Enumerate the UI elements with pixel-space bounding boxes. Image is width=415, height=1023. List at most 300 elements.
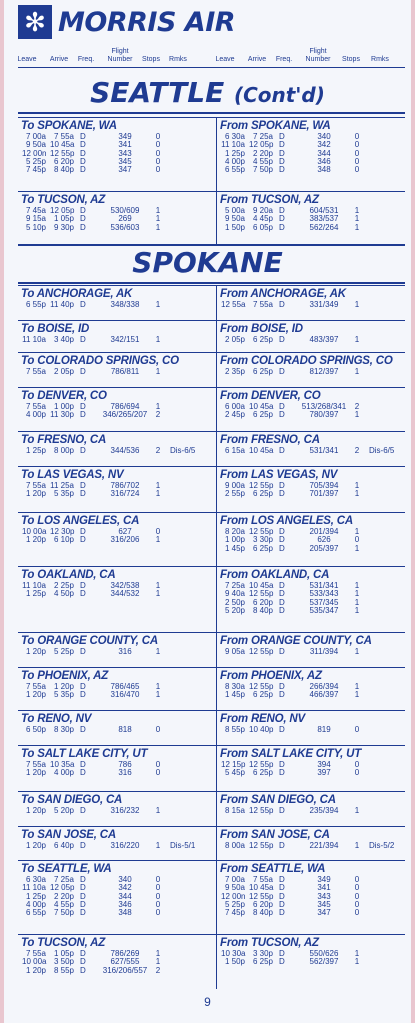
frequency: D	[80, 165, 86, 175]
flight-number: 316/206	[110, 535, 140, 545]
flight-number: 316/220	[110, 841, 140, 850]
outbound-block	[18, 668, 215, 700]
route-section	[18, 632, 405, 667]
frequency: D	[80, 148, 86, 158]
outbound-block	[18, 467, 215, 499]
column-headers	[4, 42, 411, 68]
from-city-title: From RENO, NV	[220, 713, 305, 725]
flight-row	[18, 884, 215, 892]
flight-number: 627	[118, 527, 132, 536]
flight-row	[18, 207, 215, 215]
route-section	[18, 860, 405, 934]
flight-number: 818	[118, 725, 132, 734]
flight-row	[18, 536, 215, 544]
flight-number: 349	[118, 132, 132, 141]
flight-number: 316	[118, 768, 132, 778]
outbound-block	[18, 861, 215, 917]
route-section	[18, 387, 405, 431]
flight-row	[18, 368, 215, 376]
frequency: D	[80, 690, 86, 700]
flight-number: 316/724	[110, 489, 140, 499]
flight-row	[18, 490, 215, 498]
stops: 0	[155, 527, 161, 536]
frequency: D	[80, 214, 86, 224]
col-leave-2: Leave	[215, 56, 235, 63]
frequency: D	[279, 543, 285, 553]
route-section	[18, 466, 405, 512]
flight-number: 235/394	[309, 806, 339, 815]
stops: 1	[354, 543, 360, 553]
heading-rule	[18, 112, 405, 114]
frequency: D	[279, 682, 285, 691]
flight-row	[217, 141, 413, 149]
arrive-time: 12 05p	[50, 206, 75, 215]
arrive-time: 7 50p	[252, 165, 273, 175]
flight-row	[217, 607, 413, 615]
leave-time: 6 50p	[25, 725, 46, 734]
frequency: D	[279, 768, 285, 778]
remarks: Dis-5/1	[170, 841, 196, 850]
return-block	[216, 935, 413, 989]
flight-number: 533/343	[309, 589, 339, 599]
return-block	[216, 353, 413, 387]
flight-row	[18, 301, 215, 309]
leave-time: 4 00p	[224, 156, 245, 166]
leave-time: 11 10a	[22, 581, 46, 590]
stops: 1	[354, 682, 360, 691]
flight-number: 483/397	[309, 335, 339, 344]
route-section	[18, 431, 405, 466]
stops: 0	[354, 156, 360, 166]
outbound-block	[18, 388, 215, 420]
frequency: D	[279, 367, 285, 376]
leave-time: 7 55a	[25, 682, 46, 691]
stops: 1	[155, 806, 161, 815]
flight-number: 345	[118, 156, 132, 166]
stops: 1	[354, 300, 360, 309]
outbound-block	[18, 633, 215, 656]
arrive-time: 6 20p	[252, 899, 273, 909]
outbound-block	[18, 746, 215, 778]
arrive-time: 2 20p	[53, 891, 74, 901]
frequency: D	[80, 908, 86, 918]
frequency: D	[279, 527, 285, 536]
frequency: D	[80, 156, 86, 166]
col-leave: Leave	[17, 56, 37, 63]
stops: 1	[354, 367, 360, 376]
flight-row	[217, 224, 413, 232]
flight-number: 701/397	[309, 489, 339, 499]
stops: 1	[155, 489, 161, 499]
stops: 1	[354, 949, 360, 958]
flight-number: 394	[317, 760, 331, 769]
flight-row	[18, 648, 215, 656]
leave-time: 1 20p	[25, 806, 46, 815]
flight-row	[18, 901, 215, 909]
frequency: D	[80, 768, 86, 778]
stops: 1	[155, 682, 161, 691]
leave-time: 7 00a	[25, 132, 46, 141]
frequency: D	[279, 597, 285, 607]
leave-time: 9 50a	[25, 140, 46, 150]
arrive-time: 3 50p	[53, 957, 74, 967]
outbound-block	[18, 192, 215, 232]
flight-number: 537/345	[309, 597, 339, 607]
brand-logo	[18, 4, 235, 40]
frequency: D	[279, 647, 285, 656]
leave-time: 1 20p	[25, 690, 46, 700]
outbound-block	[18, 321, 215, 344]
flight-number: 786	[118, 760, 132, 769]
arrive-time: 6 20p	[53, 156, 74, 166]
outbound-block	[18, 432, 215, 455]
frequency: D	[80, 841, 86, 850]
arrive-time: 2 25p	[53, 581, 74, 590]
stops: 1	[354, 806, 360, 815]
flight-number: 780/397	[309, 410, 339, 420]
leave-time: 5 10p	[25, 222, 46, 232]
route-section	[18, 791, 405, 826]
from-city-title: From DENVER, CO	[220, 390, 321, 402]
stops: 1	[155, 841, 161, 850]
stops: 0	[155, 760, 161, 769]
to-city-title: To BOISE, ID	[21, 323, 90, 335]
stops: 1	[155, 535, 161, 545]
frequency: D	[279, 581, 285, 590]
arrive-time: 6 25p	[252, 367, 273, 376]
flight-number: 344	[118, 891, 132, 901]
leave-time: 6 30a	[224, 132, 245, 141]
frequency: D	[279, 132, 285, 141]
flight-row	[217, 691, 413, 699]
frequency: D	[279, 156, 285, 166]
leave-time: 4 00p	[25, 410, 46, 420]
flight-number: 530/609	[110, 206, 140, 215]
arrive-time: 8 30p	[53, 725, 74, 734]
stops: 1	[155, 222, 161, 232]
arrive-time: 10 45a	[50, 140, 75, 150]
stops: 1	[354, 957, 360, 967]
header-divider	[18, 67, 405, 68]
leave-time: 11 10a	[22, 883, 46, 893]
frequency: D	[80, 957, 86, 967]
frequency: D	[80, 132, 86, 141]
remarks: Dis-5/2	[369, 841, 395, 850]
frequency: D	[80, 367, 86, 376]
to-city-title: To PHOENIX, AZ	[21, 670, 109, 682]
arrive-time: 5 35p	[53, 489, 74, 499]
flight-number: 348	[118, 908, 132, 918]
to-city-title: To LAS VEGAS, NV	[21, 469, 124, 481]
flight-row	[18, 447, 215, 455]
return-block	[216, 633, 413, 667]
frequency: D	[80, 891, 86, 901]
leave-time: 5 25p	[224, 899, 245, 909]
leave-time: 5 45p	[224, 768, 245, 778]
leave-time: 9 50a	[224, 214, 245, 224]
return-block	[216, 861, 413, 934]
frequency: D	[80, 402, 86, 411]
flight-row	[18, 336, 215, 344]
stops: 1	[354, 647, 360, 656]
stops: 2	[155, 446, 161, 455]
to-city-title: To SALT LAKE CITY, UT	[21, 748, 148, 760]
arrive-time: 10 45a	[249, 883, 274, 893]
flight-number: 349	[317, 875, 331, 884]
flight-row	[217, 909, 413, 917]
stops: 0	[155, 908, 161, 918]
flight-row	[217, 133, 413, 141]
frequency: D	[80, 589, 86, 599]
arrive-time: 7 50p	[53, 908, 74, 918]
leave-time: 7 25a	[224, 581, 245, 590]
frequency: D	[279, 725, 285, 734]
to-city-title: To RENO, NV	[21, 713, 92, 725]
leave-time: 1 20p	[25, 965, 46, 975]
frequency: D	[80, 965, 86, 975]
route-section	[18, 826, 405, 860]
flight-number: 347	[317, 908, 331, 918]
return-block	[216, 513, 413, 566]
arrive-time: 6 25p	[252, 335, 273, 344]
route-section	[18, 320, 405, 352]
stops: 1	[155, 402, 161, 411]
return-block	[216, 711, 413, 745]
frequency: D	[279, 446, 285, 455]
frequency: D	[279, 489, 285, 499]
snowflake-icon: ✻	[18, 5, 52, 39]
frequency: D	[80, 647, 86, 656]
leave-time: 11 10a	[22, 335, 46, 344]
to-city-title: To OAKLAND, CA	[21, 569, 116, 581]
leave-time: 1 45p	[224, 543, 245, 553]
col-freq-2: Freq.	[275, 56, 293, 63]
stops: 1	[354, 690, 360, 700]
frequency: D	[279, 690, 285, 700]
stops: 0	[354, 760, 360, 769]
leave-time: 8 20a	[224, 527, 245, 536]
arrive-time: 12 55p	[50, 148, 75, 158]
outbound-block	[18, 567, 215, 599]
leave-time: 2 35p	[224, 367, 245, 376]
outbound-block	[18, 118, 215, 174]
frequency: D	[80, 883, 86, 893]
to-city-title: To SPOKANE, WA	[21, 120, 117, 132]
arrive-time: 5 25p	[53, 647, 74, 656]
leave-time: 2 45p	[224, 410, 245, 420]
col-flight: Flight	[111, 48, 129, 55]
frequency: D	[80, 725, 86, 734]
arrive-time: 11 25a	[50, 481, 74, 490]
arrive-time: 4 50p	[53, 589, 74, 599]
return-block	[216, 827, 413, 860]
stops: 0	[155, 140, 161, 150]
flight-row	[217, 769, 413, 777]
arrive-time: 8 40p	[252, 605, 273, 615]
flight-row	[18, 876, 215, 884]
col-arrive: Arrive	[49, 56, 69, 63]
leave-time: 7 45a	[25, 206, 46, 215]
arrive-time: 8 00p	[53, 446, 74, 455]
arrive-time: 6 25p	[252, 690, 273, 700]
from-city-title: From SEATTLE, WA	[220, 863, 326, 875]
route-section	[18, 745, 405, 791]
stops: 1	[155, 647, 161, 656]
flight-row	[217, 545, 413, 553]
flight-row	[18, 842, 215, 850]
flight-number: 266/394	[309, 682, 339, 691]
flight-number: 205/397	[309, 543, 339, 553]
flight-number: 316	[118, 647, 132, 656]
flight-row	[18, 807, 215, 815]
frequency: D	[80, 581, 86, 590]
from-city-title: From ANCHORAGE, AK	[220, 288, 346, 300]
flight-number: 536/603	[110, 222, 140, 232]
leave-time: 1 25p	[25, 446, 46, 455]
stops: 0	[155, 883, 161, 893]
flight-row	[217, 901, 413, 909]
frequency: D	[80, 206, 86, 215]
frequency: D	[80, 222, 86, 232]
arrive-time: 12 55p	[249, 841, 274, 850]
flight-number: 513/268/341	[301, 402, 347, 411]
flight-row	[18, 411, 215, 419]
seattle-subtitle: (Cont'd)	[233, 83, 325, 107]
stops: 1	[155, 589, 161, 599]
flight-row	[217, 648, 413, 656]
stops: 0	[155, 725, 161, 734]
flight-number: 341	[118, 140, 132, 150]
col-arrive-2: Arrive	[247, 56, 267, 63]
arrive-time: 6 10p	[53, 535, 74, 545]
stops: 0	[354, 883, 360, 893]
from-city-title: From TUCSON, AZ	[220, 937, 319, 949]
flight-row	[18, 769, 215, 777]
stops: 1	[155, 690, 161, 700]
from-city-title: From SAN JOSE, CA	[220, 829, 330, 841]
return-block	[216, 388, 413, 431]
arrive-time: 12 55p	[249, 527, 274, 536]
flight-number: 550/626	[309, 949, 339, 958]
from-city-title: From BOISE, ID	[220, 323, 303, 335]
flight-row	[217, 842, 413, 850]
col-freq: Freq.	[77, 56, 95, 63]
leave-time: 1 20p	[25, 647, 46, 656]
to-city-title: To SAN JOSE, CA	[21, 829, 116, 841]
stops: 0	[354, 875, 360, 884]
stops: 0	[354, 908, 360, 918]
stops: 1	[155, 214, 161, 224]
arrive-time: 6 25p	[252, 543, 273, 553]
leave-time: 6 55p	[25, 908, 46, 918]
flight-number: 340	[118, 875, 132, 884]
flight-number: 346	[118, 899, 132, 909]
flight-number: 604/531	[309, 206, 339, 215]
arrive-time: 3 30p	[252, 535, 273, 545]
to-city-title: To LOS ANGELES, CA	[21, 515, 140, 527]
stops: 1	[354, 206, 360, 215]
stops: 1	[354, 581, 360, 590]
frequency: D	[279, 481, 285, 490]
flight-row	[217, 884, 413, 892]
arrive-time: 5 35p	[53, 690, 74, 700]
stops: 1	[155, 300, 161, 309]
arrive-time: 1 00p	[53, 402, 74, 411]
flight-row	[217, 528, 413, 536]
leave-time: 6 00a	[224, 402, 245, 411]
stops: 1	[354, 489, 360, 499]
flight-number: 812/397	[309, 367, 339, 376]
heading-rule-spokane	[18, 282, 405, 284]
leave-time: 6 15a	[224, 446, 245, 455]
stops: 0	[354, 148, 360, 158]
leave-time: 1 50p	[224, 957, 245, 967]
stops: 1	[354, 335, 360, 344]
return-block	[216, 668, 413, 710]
flight-number: 531/341	[309, 581, 339, 590]
leave-time: 1 45p	[224, 690, 245, 700]
leave-time: 5 25p	[25, 156, 46, 166]
arrive-time: 9 30p	[53, 222, 74, 232]
leave-time: 6 55p	[224, 165, 245, 175]
flight-row	[217, 336, 413, 344]
route-section	[18, 566, 405, 632]
col-rmks: Rmks	[169, 56, 187, 63]
frequency: D	[279, 589, 285, 599]
leave-time: 5 20p	[224, 605, 245, 615]
leave-time: 9 15a	[25, 214, 46, 224]
flight-row	[217, 158, 413, 166]
arrive-time: 6 25p	[252, 768, 273, 778]
arrive-time: 2 05p	[53, 367, 74, 376]
stops: 1	[155, 957, 161, 967]
from-city-title: From OAKLAND, CA	[220, 569, 330, 581]
frequency: D	[279, 806, 285, 815]
outbound-block	[18, 827, 215, 850]
leave-time: 1 50p	[224, 222, 245, 232]
flight-number: 341	[317, 883, 331, 893]
route-section	[18, 191, 405, 245]
frequency: D	[80, 806, 86, 815]
stops: 1	[354, 222, 360, 232]
flight-number: 316/206/557	[102, 965, 148, 975]
arrive-time: 5 20p	[53, 806, 74, 815]
frequency: D	[279, 760, 285, 769]
arrive-time: 12 05p	[249, 140, 274, 150]
stops: 2	[155, 410, 161, 420]
col-flight-2: Flight	[309, 48, 327, 55]
remarks: Dis-6/5	[369, 446, 395, 455]
flight-row	[18, 158, 215, 166]
frequency: D	[279, 206, 285, 215]
leave-time: 4 00p	[25, 899, 46, 909]
route-section	[18, 285, 405, 320]
from-city-title: From PHOENIX, AZ	[220, 670, 322, 682]
header	[4, 0, 411, 72]
flight-row	[18, 691, 215, 699]
to-city-title: To ANCHORAGE, AK	[21, 288, 133, 300]
flight-number: 346/265/207	[102, 410, 148, 420]
flight-row	[18, 967, 215, 975]
stops: 1	[155, 367, 161, 376]
flight-number: 331/349	[309, 300, 339, 309]
frequency: D	[80, 481, 86, 490]
return-block	[216, 118, 413, 191]
col-stops-2: Stops	[342, 56, 360, 63]
leave-time: 7 45p	[25, 165, 46, 175]
arrive-time: 10 45a	[249, 402, 274, 411]
flight-number: 562/397	[309, 957, 339, 967]
